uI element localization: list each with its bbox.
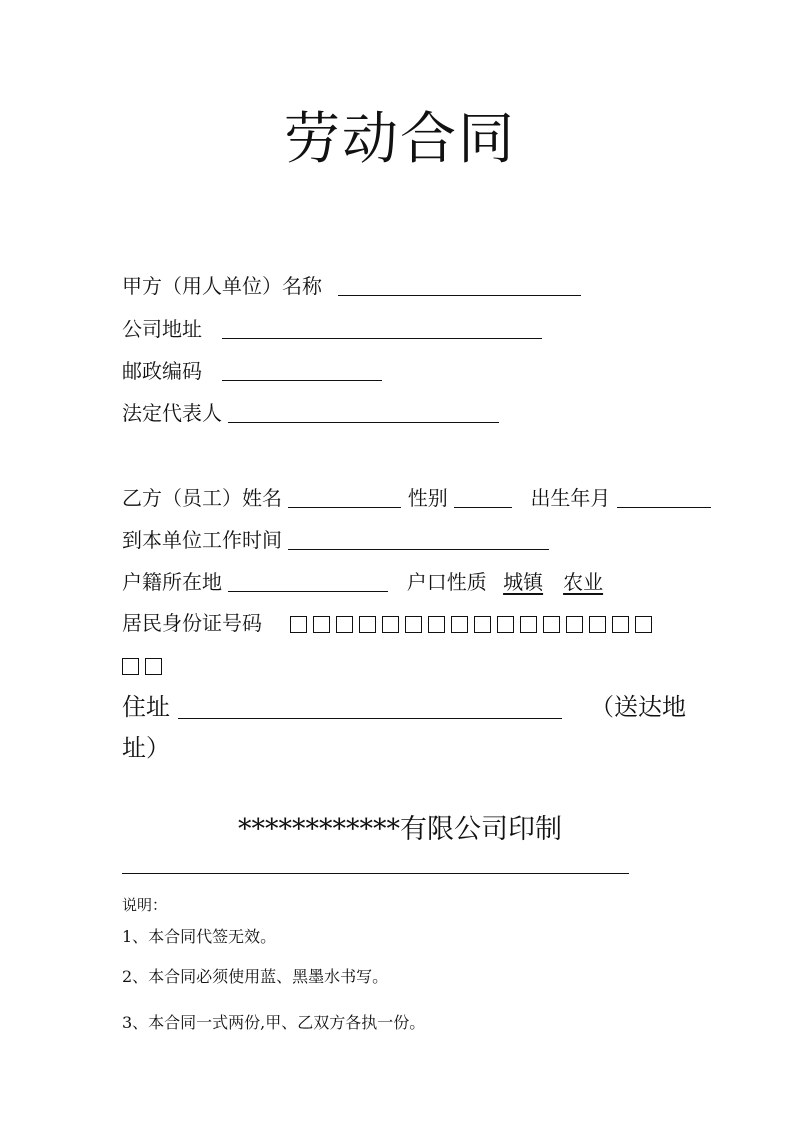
id-digit-box[interactable] <box>290 616 307 633</box>
household-type-label: 户口性质 <box>406 570 487 594</box>
id-digit-box[interactable] <box>497 616 514 633</box>
household-row <box>122 568 603 596</box>
start-time-label: 到本单位工作时间 <box>122 528 282 552</box>
postcode-row <box>122 357 382 385</box>
household-location-field[interactable] <box>228 571 388 592</box>
address-row <box>122 687 562 727</box>
legal-rep-field[interactable] <box>228 402 499 423</box>
id-row-cont <box>122 651 162 679</box>
gender-field[interactable] <box>454 487 512 508</box>
note-item: 2、本合同必须使用蓝、黑墨水书写。 <box>122 967 389 986</box>
id-digit-box[interactable] <box>543 616 560 633</box>
id-digit-box[interactable] <box>405 616 422 633</box>
company-address-label: 公司地址 <box>122 317 202 341</box>
divider-line <box>122 873 629 874</box>
notes-title: 说明： <box>122 896 168 914</box>
party-b-name-row <box>122 484 711 512</box>
address-field[interactable] <box>178 694 562 719</box>
address-note: （送达地 <box>590 693 686 721</box>
postcode-field[interactable] <box>222 360 382 381</box>
id-digit-box[interactable] <box>336 616 353 633</box>
start-time-field[interactable] <box>288 529 549 550</box>
company-address-field[interactable] <box>222 318 542 339</box>
legal-rep-label: 法定代表人 <box>122 401 222 425</box>
id-digit-box[interactable] <box>520 616 537 633</box>
id-number-boxes-cont[interactable] <box>122 658 162 675</box>
id-digit-box[interactable] <box>566 616 583 633</box>
company-address-row <box>122 315 542 343</box>
note-item: 3、本合同一式两份,甲、乙双方各执一份。 <box>122 1013 426 1032</box>
start-time-row <box>122 526 549 554</box>
gender-label: 性别 <box>407 486 448 510</box>
id-digit-box[interactable] <box>474 616 491 633</box>
id-digit-box[interactable] <box>359 616 376 633</box>
address-note-cont: 址） <box>122 734 170 762</box>
party-a-name-label: 甲方（用人单位）名称 <box>122 274 322 298</box>
contract-title: 劳动合同 <box>284 107 516 172</box>
birth-field[interactable] <box>617 487 711 508</box>
id-digit-box[interactable] <box>612 616 629 633</box>
id-row <box>122 609 652 637</box>
birth-label: 出生年月 <box>530 486 611 510</box>
party-b-name-field[interactable] <box>288 487 401 508</box>
id-digit-box[interactable] <box>382 616 399 633</box>
party-b-name-label: 乙方（员工）姓名 <box>122 486 282 510</box>
id-digit-box[interactable] <box>428 616 445 633</box>
address-label: 住址 <box>122 693 170 721</box>
household-location-label: 户籍所在地 <box>122 570 222 594</box>
id-digit-box[interactable] <box>145 658 162 675</box>
id-digit-box[interactable] <box>589 616 606 633</box>
id-digit-box[interactable] <box>451 616 468 633</box>
id-digit-box[interactable] <box>635 616 652 633</box>
party-a-name-row <box>122 272 581 300</box>
household-option-rural[interactable]: 农业 <box>563 570 604 594</box>
postcode-label: 邮政编码 <box>122 359 202 383</box>
id-digit-box[interactable] <box>122 658 139 675</box>
party-a-name-field[interactable] <box>338 275 581 296</box>
id-digit-box[interactable] <box>313 616 330 633</box>
id-label: 居民身份证号码 <box>122 611 262 635</box>
id-number-boxes[interactable] <box>290 616 652 633</box>
legal-rep-row <box>122 399 499 427</box>
household-option-urban[interactable]: 城镇 <box>503 570 544 594</box>
note-item: 1、本合同代签无效。 <box>122 927 277 946</box>
printer-text: ************有限公司印制 <box>238 814 562 845</box>
